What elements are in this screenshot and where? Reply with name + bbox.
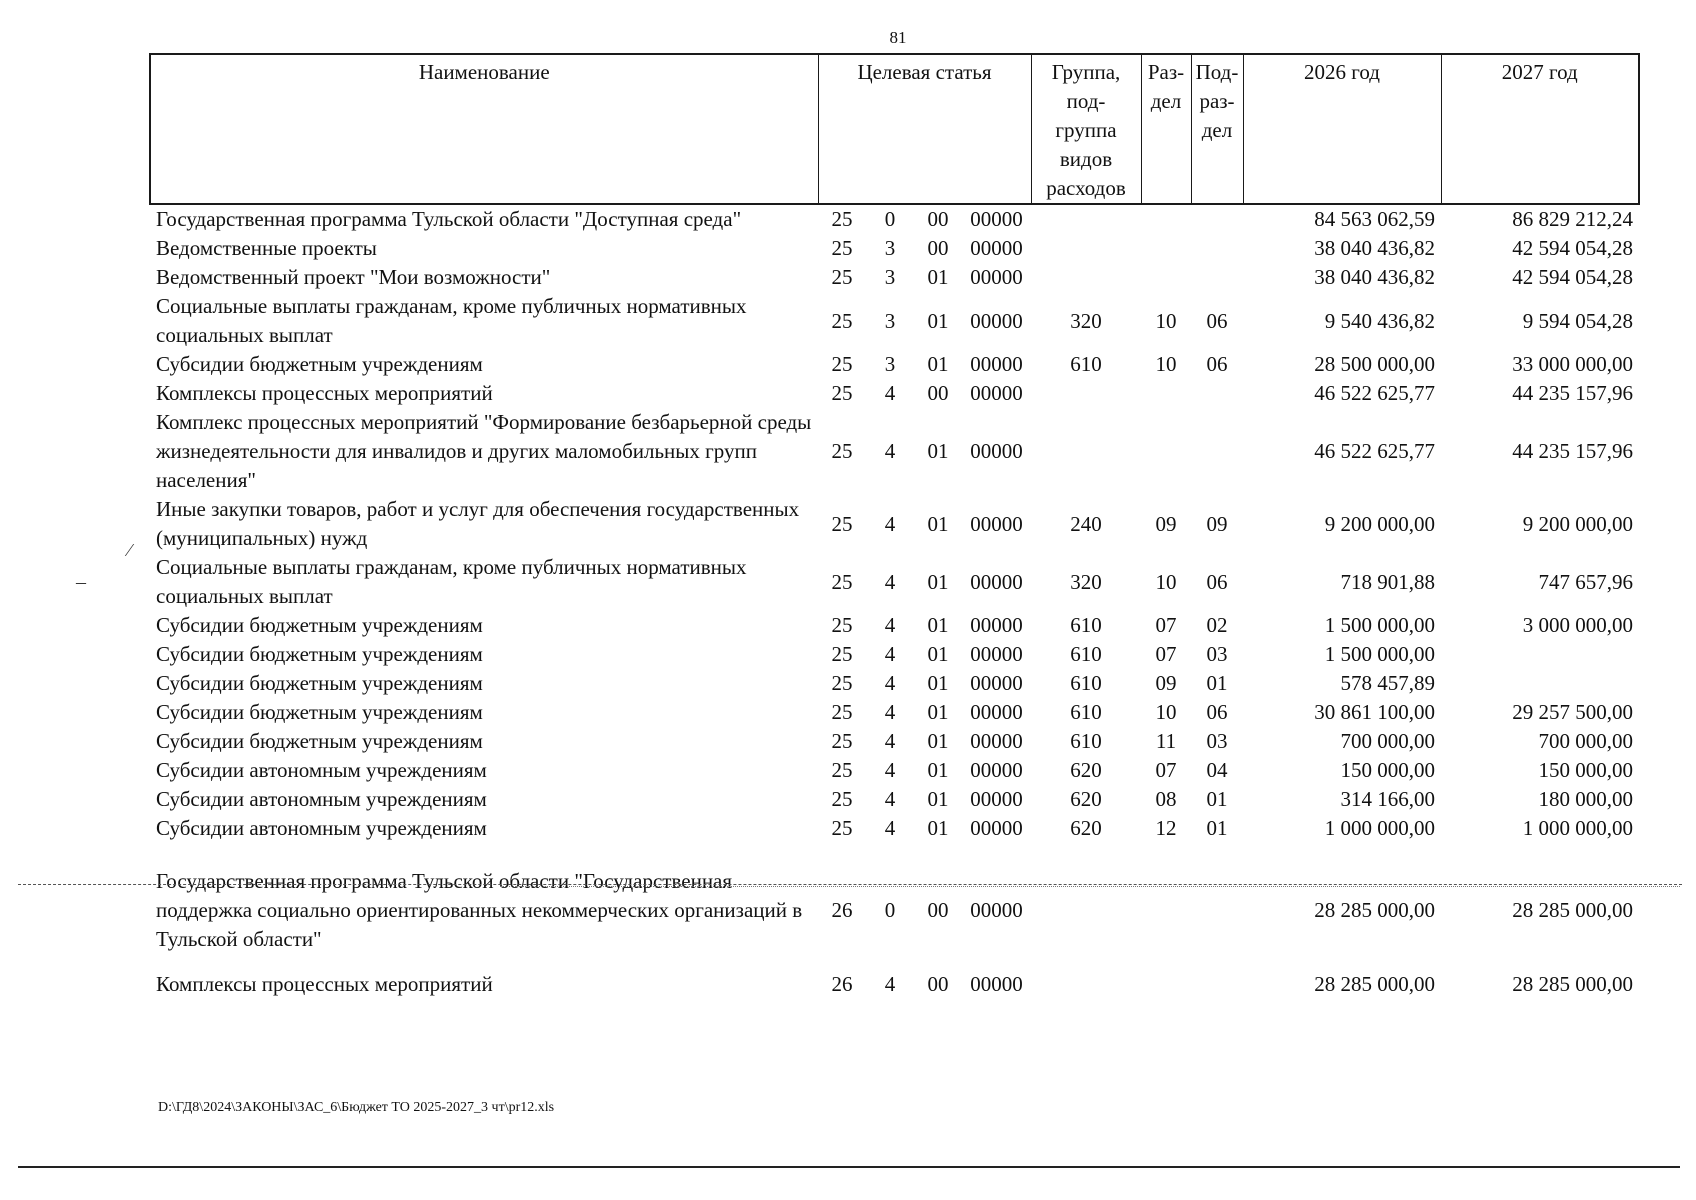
target-direction-cell: 00000 <box>970 308 1023 333</box>
section-cell: 07 <box>1155 613 1177 637</box>
target-program-cell: 25 <box>831 700 853 724</box>
target-structure-cell: 00 <box>927 207 949 231</box>
header-section-line: Раз- <box>1147 60 1185 84</box>
target-structure-cell: 00 <box>927 236 949 260</box>
row-name-cell: Социальные выплаты гражданам, кроме публичных нормативных социальных выплат <box>156 294 747 347</box>
section-cell: 10 <box>1155 308 1177 333</box>
amount-2027-cell: 747 657,96 <box>1538 569 1633 594</box>
target-structure-cell: 01 <box>927 729 949 753</box>
target-direction-cell: 00000 <box>970 207 1023 231</box>
amount-2026-cell: 46 522 625,77 <box>1314 439 1435 463</box>
subsection-cell <box>1191 234 1243 263</box>
amount-2027-cell: 33 000 000,00 <box>1512 352 1633 376</box>
table-row <box>150 727 1639 756</box>
expense-group-cell <box>1031 962 1141 1007</box>
table-row <box>150 859 1639 962</box>
row-name-cell: Ведомственный проект "Мои возможности" <box>156 265 551 289</box>
row-name-cell: Субсидии бюджетным учреждениям <box>156 642 483 666</box>
target-program-cell: 25 <box>831 642 853 666</box>
target-direction-cell: 00000 <box>970 265 1023 289</box>
target-program-cell: 25 <box>831 236 853 260</box>
target-type-cell: 4 <box>884 671 896 695</box>
expense-group-cell: 620 <box>1070 758 1102 782</box>
expense-group-cell: 240 <box>1070 511 1102 536</box>
amount-2027-cell: 86 829 212,24 <box>1512 207 1633 231</box>
target-structure-cell: 00 <box>927 898 949 922</box>
budget-table <box>149 53 1640 1007</box>
expense-group-cell <box>1031 204 1141 234</box>
section-cell <box>1141 263 1191 292</box>
amount-2027-cell: 42 594 054,28 <box>1512 265 1633 289</box>
table-row <box>150 350 1639 379</box>
table-row <box>150 408 1639 495</box>
subsection-cell <box>1191 379 1243 408</box>
header-subsection-line: Под- <box>1195 60 1239 84</box>
section-cell: 11 <box>1155 729 1177 753</box>
expense-group-cell: 610 <box>1070 671 1102 695</box>
expense-group-cell: 610 <box>1070 613 1102 637</box>
target-structure-cell: 01 <box>927 439 949 463</box>
section-cell: 10 <box>1155 700 1177 724</box>
target-direction-cell: 00000 <box>970 642 1023 666</box>
section-cell: 12 <box>1155 816 1177 840</box>
amount-2026-cell: 84 563 062,59 <box>1314 207 1435 231</box>
target-type-cell: 3 <box>884 236 896 260</box>
expense-group-cell: 620 <box>1070 816 1102 840</box>
expense-group-cell: 320 <box>1070 569 1102 594</box>
row-name-cell: Иные закупки товаров, работ и услуг для обеспечения государственных (муниципальных) нужд <box>156 497 800 550</box>
margin-mark: – <box>76 571 86 593</box>
row-name-cell: Ведомственные проекты <box>156 236 377 260</box>
amount-2027-cell: 1 000 000,00 <box>1522 816 1633 840</box>
target-type-cell: 4 <box>884 972 896 996</box>
expense-group-cell: 320 <box>1070 308 1102 333</box>
target-type-cell: 3 <box>884 308 896 333</box>
section-cell: 09 <box>1155 671 1177 695</box>
header-year-2027: 2027 год <box>1441 54 1639 204</box>
target-structure-cell: 01 <box>927 569 949 594</box>
target-type-cell: 0 <box>884 207 896 231</box>
table-header-row <box>150 54 1639 204</box>
target-structure-cell: 00 <box>927 972 949 996</box>
amount-2027-cell: 180 000,00 <box>1538 787 1633 811</box>
amount-2027-cell: 9 594 054,28 <box>1522 308 1633 333</box>
target-type-cell: 4 <box>884 700 896 724</box>
target-program-cell: 25 <box>831 729 853 753</box>
amount-2027-cell: 28 285 000,00 <box>1512 972 1633 996</box>
subsection-cell: 06 <box>1206 352 1228 376</box>
target-structure-cell: 01 <box>927 613 949 637</box>
row-name-cell: Комплексы процессных мероприятий <box>156 972 493 996</box>
expense-group-cell <box>1031 379 1141 408</box>
target-type-cell: 3 <box>884 265 896 289</box>
subsection-cell: 03 <box>1206 729 1228 753</box>
table-row <box>150 379 1639 408</box>
table-row <box>150 698 1639 727</box>
target-structure-cell: 01 <box>927 308 949 333</box>
target-direction-cell: 00000 <box>970 787 1023 811</box>
amount-2027-cell: 700 000,00 <box>1538 729 1633 753</box>
header-section <box>1141 54 1191 204</box>
target-type-cell: 4 <box>884 642 896 666</box>
row-name-cell: Субсидии бюджетным учреждениям <box>156 700 483 724</box>
table-row <box>150 204 1639 234</box>
amount-2027-cell: 44 235 157,96 <box>1512 381 1633 405</box>
target-program-cell: 25 <box>831 671 853 695</box>
target-structure-cell: 00 <box>927 381 949 405</box>
target-direction-cell: 00000 <box>970 613 1023 637</box>
gap-cell <box>150 843 1639 859</box>
row-name-cell: Субсидии автономным учреждениям <box>156 816 487 840</box>
expense-group-cell: 620 <box>1070 787 1102 811</box>
section-cell <box>1141 379 1191 408</box>
target-type-cell: 4 <box>884 439 896 463</box>
section-cell <box>1141 859 1191 962</box>
subsection-cell: 01 <box>1206 787 1228 811</box>
table-row <box>150 234 1639 263</box>
row-name-cell: Субсидии бюджетным учреждениям <box>156 613 483 637</box>
target-direction-cell: 00000 <box>970 972 1023 996</box>
row-name-cell: Комплекс процессных мероприятий "Формирование безбарьерной среды жизнедеятельности для инвалидов и других маломобильных групп населения" <box>156 410 812 492</box>
expense-group-cell: 610 <box>1070 700 1102 724</box>
header-subsection <box>1191 54 1243 204</box>
amount-2026-cell: 1 500 000,00 <box>1324 642 1435 666</box>
target-program-cell: 25 <box>831 816 853 840</box>
target-type-cell: 0 <box>884 898 896 922</box>
target-structure-cell: 01 <box>927 642 949 666</box>
table-row <box>150 785 1639 814</box>
target-direction-cell: 00000 <box>970 569 1023 594</box>
section-cell <box>1141 204 1191 234</box>
section-cell: 07 <box>1155 642 1177 666</box>
target-program-cell: 25 <box>831 308 853 333</box>
section-cell <box>1141 408 1191 495</box>
amount-2026-cell: 314 166,00 <box>1340 787 1435 811</box>
header-group <box>1031 54 1141 204</box>
amount-2027-cell: 42 594 054,28 <box>1512 236 1633 260</box>
section-cell <box>1141 234 1191 263</box>
target-direction-cell: 00000 <box>970 729 1023 753</box>
table-row <box>150 495 1639 553</box>
expense-group-cell <box>1031 234 1141 263</box>
section-cell: 10 <box>1155 352 1177 376</box>
amount-2026-cell: 578 457,89 <box>1340 671 1435 695</box>
footer-file-path: D:\ГД8\2024\ЗАКОНЫ\ЗАС_6\Бюджет ТО 2025-2027_3 чт\pr12.xls <box>158 1100 555 1115</box>
amount-2026-cell: 28 500 000,00 <box>1314 352 1435 376</box>
subsection-cell: 03 <box>1206 642 1228 666</box>
target-program-cell: 26 <box>831 972 853 996</box>
header-year-2026: 2026 год <box>1243 54 1441 204</box>
target-structure-cell: 01 <box>927 511 949 536</box>
header-group-line: Группа, <box>1051 60 1121 84</box>
margin-mark: ⁄ <box>128 540 132 560</box>
target-direction-cell: 00000 <box>970 671 1023 695</box>
section-cell <box>1141 962 1191 1007</box>
target-type-cell: 4 <box>884 729 896 753</box>
subsection-cell <box>1191 408 1243 495</box>
table-row <box>150 669 1639 698</box>
section-cell: 10 <box>1155 569 1177 594</box>
amount-2026-cell: 38 040 436,82 <box>1314 236 1435 260</box>
expense-group-cell: 610 <box>1070 352 1102 376</box>
header-group-line: расходов <box>1046 176 1126 200</box>
header-target-article: Целевая статья <box>818 54 1031 204</box>
target-direction-cell: 00000 <box>970 816 1023 840</box>
amount-2026-cell: 9 540 436,82 <box>1324 308 1435 333</box>
target-direction-cell: 00000 <box>970 236 1023 260</box>
target-program-cell: 25 <box>831 787 853 811</box>
amount-2027-cell <box>1441 640 1639 669</box>
target-program-cell: 25 <box>831 758 853 782</box>
row-name-cell: Комплексы процессных мероприятий <box>156 381 493 405</box>
row-name-cell: Государственная программа Тульской области "Государственная поддержка социально ориентированных некоммерческих организаций в Тульской области" <box>156 869 803 951</box>
target-direction-cell: 00000 <box>970 439 1023 463</box>
subsection-cell: 04 <box>1206 758 1228 782</box>
amount-2026-cell: 28 285 000,00 <box>1314 972 1435 996</box>
target-direction-cell: 00000 <box>970 758 1023 782</box>
subsection-cell: 09 <box>1206 511 1228 536</box>
amount-2026-cell: 150 000,00 <box>1340 758 1435 782</box>
amount-2027-cell: 150 000,00 <box>1538 758 1633 782</box>
amount-2026-cell: 9 200 000,00 <box>1324 511 1435 536</box>
amount-2026-cell: 28 285 000,00 <box>1314 898 1435 922</box>
target-structure-cell: 01 <box>927 758 949 782</box>
target-direction-cell: 00000 <box>970 700 1023 724</box>
target-direction-cell: 00000 <box>970 511 1023 536</box>
target-program-cell: 25 <box>831 207 853 231</box>
target-structure-cell: 01 <box>927 265 949 289</box>
target-type-cell: 4 <box>884 381 896 405</box>
table-row <box>150 263 1639 292</box>
amount-2026-cell: 1 000 000,00 <box>1324 816 1435 840</box>
target-structure-cell: 01 <box>927 671 949 695</box>
target-program-cell: 25 <box>831 265 853 289</box>
table-row <box>150 553 1639 611</box>
separator-rule <box>500 886 1680 887</box>
target-program-cell: 26 <box>831 898 853 922</box>
target-type-cell: 4 <box>884 816 896 840</box>
target-program-cell: 25 <box>831 511 853 536</box>
separator-rule <box>18 884 1682 885</box>
target-program-cell: 25 <box>831 352 853 376</box>
target-program-cell: 25 <box>831 613 853 637</box>
row-name-cell: Субсидии бюджетным учреждениям <box>156 352 483 376</box>
subsection-cell: 06 <box>1206 569 1228 594</box>
target-structure-cell: 01 <box>927 352 949 376</box>
subsection-cell: 06 <box>1206 700 1228 724</box>
amount-2026-cell: 30 861 100,00 <box>1314 700 1435 724</box>
target-type-cell: 4 <box>884 758 896 782</box>
row-name-cell: Социальные выплаты гражданам, кроме публичных нормативных социальных выплат <box>156 555 747 608</box>
expense-group-cell <box>1031 859 1141 962</box>
amount-2027-cell: 44 235 157,96 <box>1512 439 1633 463</box>
target-structure-cell: 01 <box>927 816 949 840</box>
subsection-cell: 01 <box>1206 671 1228 695</box>
page-number: 81 <box>889 28 907 47</box>
table-row <box>150 756 1639 785</box>
amount-2026-cell: 718 901,88 <box>1340 569 1435 594</box>
section-cell: 08 <box>1155 787 1177 811</box>
table-row <box>150 640 1639 669</box>
header-subsection-line: дел <box>1201 118 1233 142</box>
subsection-cell <box>1191 263 1243 292</box>
row-name-cell: Субсидии автономным учреждениям <box>156 787 487 811</box>
subsection-cell <box>1191 204 1243 234</box>
table-row <box>150 611 1639 640</box>
amount-2026-cell: 1 500 000,00 <box>1324 613 1435 637</box>
header-group-line: под- <box>1066 89 1106 113</box>
table-row <box>150 962 1639 1007</box>
table-row <box>150 292 1639 350</box>
section-cell: 07 <box>1155 758 1177 782</box>
expense-group-cell <box>1031 263 1141 292</box>
header-group-line: группа <box>1055 118 1117 142</box>
target-program-cell: 25 <box>831 569 853 594</box>
header-name: Наименование <box>150 54 818 204</box>
row-name-cell: Субсидии бюджетным учреждениям <box>156 671 483 695</box>
target-structure-cell: 01 <box>927 787 949 811</box>
target-direction-cell: 00000 <box>970 381 1023 405</box>
target-direction-cell: 00000 <box>970 352 1023 376</box>
subsection-cell: 01 <box>1206 816 1228 840</box>
header-subsection-line: раз- <box>1199 89 1235 113</box>
amount-2027-cell: 28 285 000,00 <box>1512 898 1633 922</box>
amount-2027-cell: 9 200 000,00 <box>1522 511 1633 536</box>
target-program-cell: 25 <box>831 439 853 463</box>
table-row <box>150 814 1639 843</box>
subsection-cell <box>1191 962 1243 1007</box>
target-type-cell: 4 <box>884 511 896 536</box>
row-name-cell: Государственная программа Тульской области "Доступная среда" <box>156 207 742 231</box>
amount-2026-cell: 700 000,00 <box>1340 729 1435 753</box>
target-structure-cell: 01 <box>927 700 949 724</box>
expense-group-cell: 610 <box>1070 642 1102 666</box>
expense-group-cell: 610 <box>1070 729 1102 753</box>
target-direction-cell: 00000 <box>970 898 1023 922</box>
row-name-cell: Субсидии бюджетным учреждениям <box>156 729 483 753</box>
target-type-cell: 4 <box>884 569 896 594</box>
target-type-cell: 4 <box>884 787 896 811</box>
target-program-cell: 25 <box>831 381 853 405</box>
subsection-cell <box>1191 859 1243 962</box>
section-cell: 09 <box>1155 511 1177 536</box>
bottom-rule <box>18 1166 1680 1168</box>
table-gap-row <box>150 843 1639 859</box>
amount-2027-cell: 3 000 000,00 <box>1522 613 1633 637</box>
subsection-cell: 06 <box>1206 308 1228 333</box>
row-name-cell: Субсидии автономным учреждениям <box>156 758 487 782</box>
header-section-line: дел <box>1150 89 1182 113</box>
amount-2026-cell: 46 522 625,77 <box>1314 381 1435 405</box>
subsection-cell: 02 <box>1206 613 1228 637</box>
amount-2027-cell: 29 257 500,00 <box>1512 700 1633 724</box>
header-group-line: видов <box>1059 147 1113 171</box>
target-type-cell: 4 <box>884 613 896 637</box>
amount-2027-cell <box>1441 669 1639 698</box>
target-type-cell: 3 <box>884 352 896 376</box>
amount-2026-cell: 38 040 436,82 <box>1314 265 1435 289</box>
expense-group-cell <box>1031 408 1141 495</box>
